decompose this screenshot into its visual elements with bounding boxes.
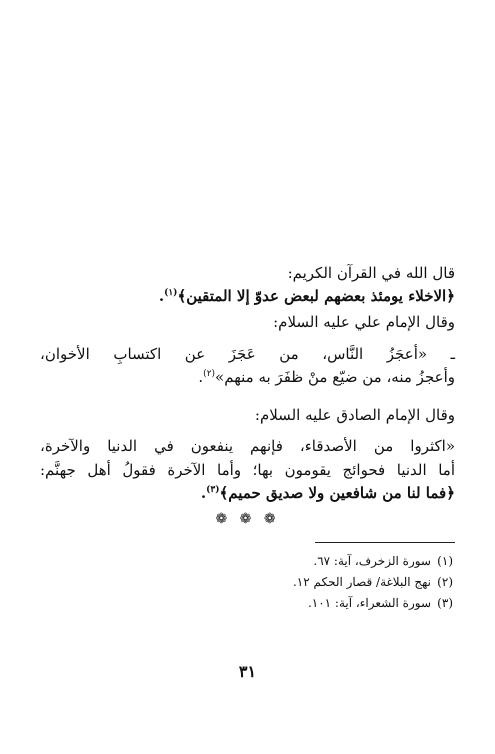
p3-quote-end: . [200, 484, 207, 502]
p2-intro [273, 311, 455, 333]
footnote-1-text: سورة الزخرف، آية: ٦٧. [313, 554, 431, 568]
p2-line-1-text: ـ «أعجَزُ النَّاس، من عَجَزَ عن اكتسابِ الأخوان، [40, 345, 455, 363]
footnote-ref-1: (١) [164, 288, 178, 298]
p2-line-2-text: وأعجزُ منه، من ضيّع منْ ظفَرَ به منهم» [215, 368, 455, 386]
p2-line-1 [40, 343, 455, 365]
p3-intro-text: وقال الإمام الصادق عليه السلام: [254, 406, 455, 424]
footnote-3 [308, 594, 453, 612]
section-ornaments: ❁ ❁ ❁ [215, 511, 280, 527]
p3-line-2-text: أما الدنيا فحوائج يقومون بها؛ وأما الآخرة فقولُ أهل جهنَّم: [40, 461, 455, 479]
p1-quran-quote [159, 285, 455, 307]
p3-intro [255, 404, 455, 426]
footnote-3-text: سورة الشعراء، آية: ١٠١. [307, 596, 431, 610]
p1-intro-text: قال الله في القرآن الكريم: [287, 264, 455, 282]
footnote-ref-3: (٣) [206, 485, 220, 495]
p2-line-2 [40, 366, 455, 388]
p1-quote-text: ﴿الاخلاء يومئذ بعضهم لبعض عدوّ إلا المتقين﴾ [177, 287, 455, 305]
p2-line-2-end: . [198, 368, 204, 386]
p3-quran-quote [201, 482, 455, 504]
p2-intro-text: وقال الإمام علي عليه السلام: [273, 313, 455, 331]
p3-line-2 [40, 459, 455, 481]
footnote-3-number: (٣) [437, 596, 453, 610]
footnote-1 [313, 552, 453, 570]
page-number: ٣١ [238, 662, 257, 681]
p3-line-1 [40, 435, 455, 457]
p3-quote-text: ﴿فما لنا من شافعين ولا صديق حميم﴾ [219, 484, 455, 502]
footnote-divider [315, 542, 455, 543]
footnote-ref-2: (٢) [203, 369, 216, 379]
footnote-2 [293, 573, 453, 591]
p3-line-1-text: «اكثروا من الأصدقاء، فإنهم ينفعون في الدنيا والآخرة، [40, 437, 455, 455]
footnote-2-text: نهج البلاغة/ قصار الحكم ١٢. [292, 575, 431, 589]
p1-quote-end: . [158, 287, 165, 305]
footnote-2-number: (٢) [437, 575, 453, 589]
footnote-1-number: (١) [437, 554, 453, 568]
p1-intro [288, 262, 455, 284]
